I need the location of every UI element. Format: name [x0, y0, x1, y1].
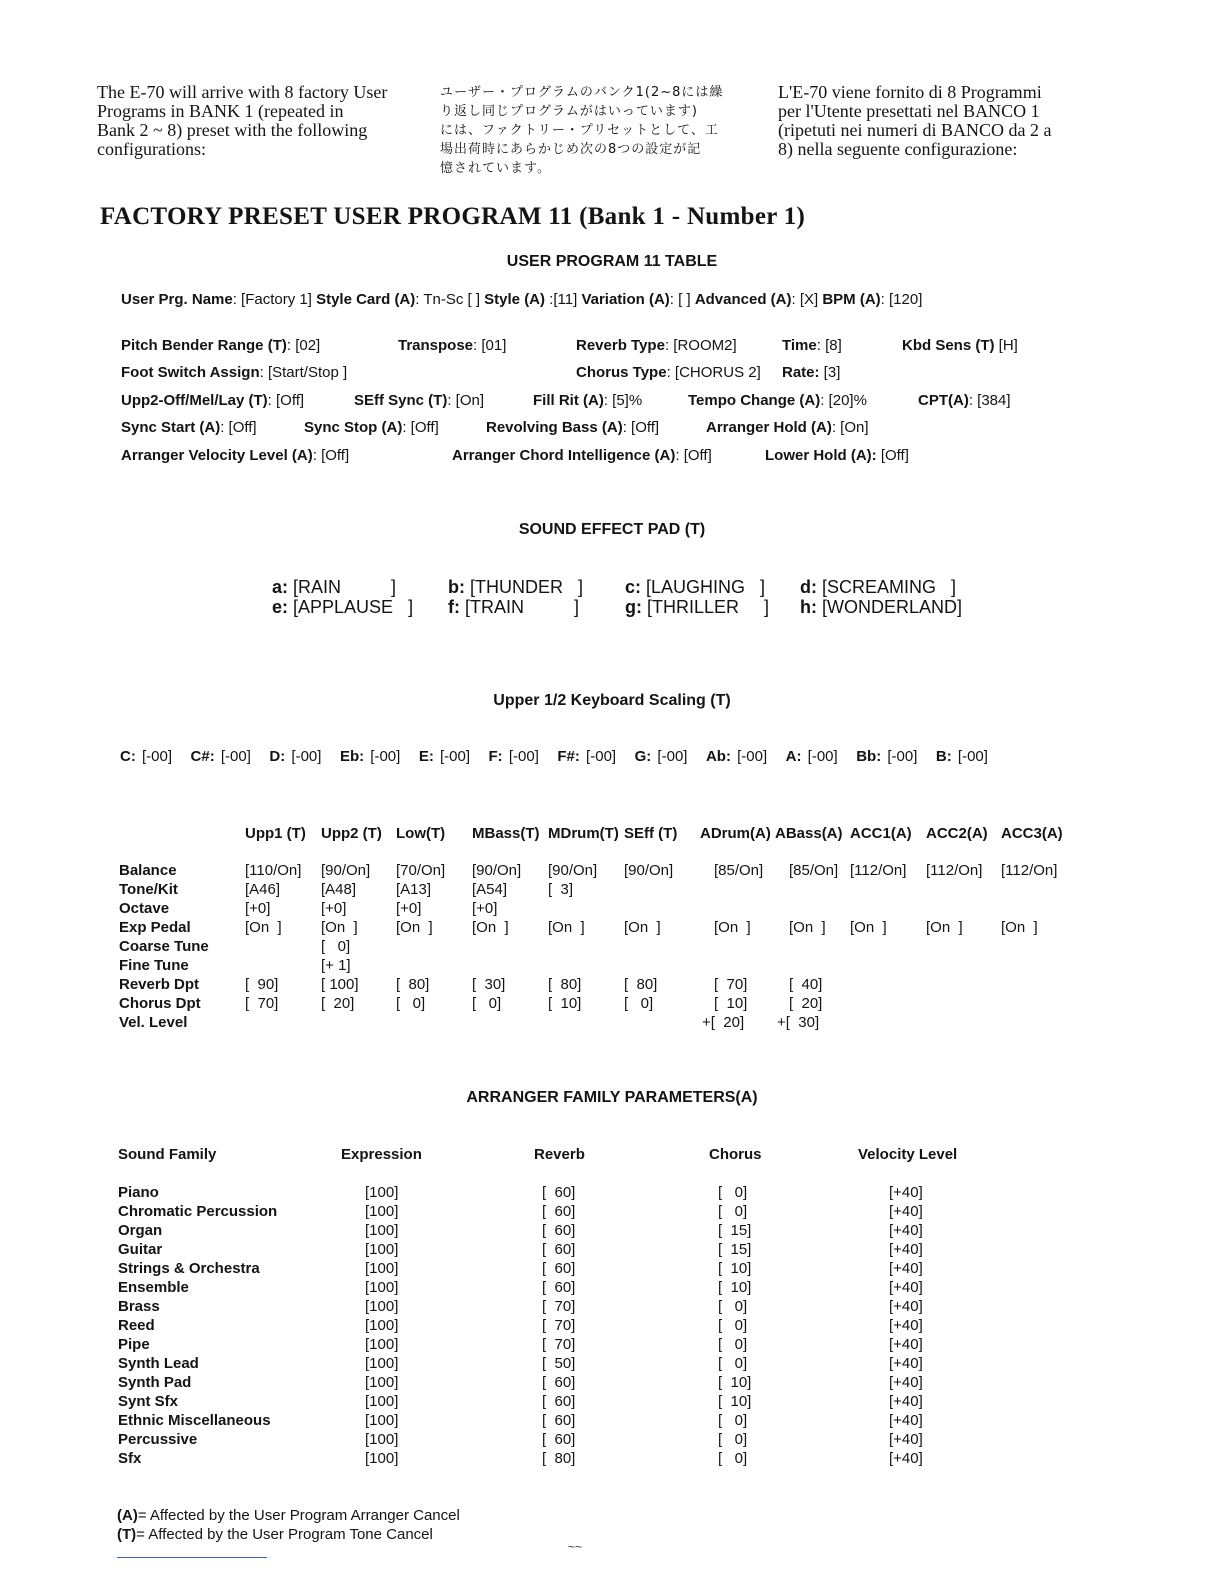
parts-cell: [ 0] — [396, 995, 426, 1012]
param-tempo-change: Tempo Change (A): [20]% — [688, 392, 867, 409]
intro-italian: L'E-70 viene fornito di 8 Programmi per l'Utente presettati nel BANCO 1 (ripetuti nei numeri di BANCO da 2 a 8) nella seguente configurazione: — [778, 82, 1052, 159]
parts-cell: [On ] — [548, 919, 585, 936]
family-expr-value: [100] — [365, 1431, 399, 1448]
param-upp2: Upp2-Off/Mel/Lay (T): [Off] — [121, 392, 305, 409]
parts-column-header: ACC3(A) — [1001, 825, 1063, 842]
family-expr-value: [100] — [365, 1336, 399, 1353]
parts-cell: [90/On] — [624, 862, 674, 879]
family-cho-value: [ 0] — [718, 1298, 748, 1315]
parts-cell: [ 20] — [321, 995, 355, 1012]
parts-cell: [ 100] — [321, 976, 359, 993]
param-foot-switch: Foot Switch Assign: [Start/Stop ] — [121, 364, 348, 381]
family-vel-value: [+40] — [889, 1184, 923, 1201]
family-vel-value: [+40] — [889, 1355, 923, 1372]
parts-column-header: SEff (T) — [624, 825, 678, 842]
param-sync-start: Sync Start (A): [Off] — [121, 419, 257, 436]
parts-cell: [ 0] — [321, 938, 351, 955]
sound-effect-pad-heading: SOUND EFFECT PAD (T) — [518, 521, 706, 538]
parts-row-label: Chorus Dpt — [119, 995, 201, 1012]
parts-row-label: Fine Tune — [119, 957, 189, 974]
param-reverb-type: Reverb Type: [ROOM2] — [576, 337, 737, 354]
parts-row-label: Vel. Level — [119, 1014, 188, 1031]
user-program-line-1: User Prg. Name: [Factory 1] Style Card (A): Tn-Sc [ ] Style (A) :[11] Variation (A): [ ] Advanced (A): [X] BPM (A): [120] — [121, 291, 923, 308]
param-time: Time: [8] — [782, 337, 842, 354]
family-name: Strings & Orchestra — [118, 1260, 260, 1277]
family-rev-value: [ 60] — [542, 1374, 576, 1391]
parts-row-label: Coarse Tune — [119, 938, 209, 955]
parts-cell: [+0] — [321, 900, 347, 917]
family-name: Pipe — [118, 1336, 150, 1353]
pad-c: c: [LAUGHING ] — [625, 577, 766, 597]
keyboard-scaling-line: C: [-00] C#: [-00] D: [-00] Eb: [-00] E: [-00] F: [-00] F#: [-00] G: [-00] Ab: [-00] A: [-00] Bb: [-00] B: [-00] — [120, 748, 988, 765]
param-rate: Rate: [3] — [782, 364, 841, 381]
parts-cell: [+0] — [245, 900, 271, 917]
family-expr-value: [100] — [365, 1355, 399, 1372]
parts-column-header: ADrum(A) — [700, 825, 771, 842]
family-vel-value: [+40] — [889, 1393, 923, 1410]
family-column-header: Velocity Level — [858, 1146, 958, 1163]
pad-f: f: [TRAIN ] — [448, 597, 580, 617]
parts-row-label: Octave — [119, 900, 170, 917]
family-name: Synth Lead — [118, 1355, 199, 1372]
parts-cell: [110/On] — [245, 862, 302, 879]
parts-cell: [85/On] — [714, 862, 764, 879]
parts-cell: [On ] — [789, 919, 826, 936]
family-cho-value: [ 0] — [718, 1431, 748, 1448]
family-rev-value: [ 60] — [542, 1222, 576, 1239]
param-pitch-bender: Pitch Bender Range (T): [02] — [121, 337, 321, 354]
parts-cell: [ 40] — [789, 976, 823, 993]
parts-row-label: Tone/Kit — [119, 881, 178, 898]
pad-h: h: [WONDERLAND] — [800, 597, 963, 617]
pad-d: d: [SCREAMING ] — [800, 577, 957, 597]
parts-cell: [+0] — [472, 900, 498, 917]
family-cho-value: [ 0] — [718, 1450, 748, 1467]
family-rev-value: [ 50] — [542, 1355, 576, 1372]
footnote-arranger: (A)= Affected by the User Program Arranger Cancel — [117, 1507, 460, 1524]
family-vel-value: [+40] — [889, 1241, 923, 1258]
family-cho-value: [ 10] — [718, 1374, 752, 1391]
family-cho-value: [ 0] — [718, 1203, 748, 1220]
family-expr-value: [100] — [365, 1203, 399, 1220]
parts-cell: [70/On] — [396, 862, 446, 879]
user-program-table-heading: USER PROGRAM 11 TABLE — [506, 253, 718, 270]
pad-b: b: [THUNDER ] — [448, 577, 584, 597]
family-vel-value: [+40] — [889, 1412, 923, 1429]
param-lower-hold: Lower Hold (A): [Off] — [765, 447, 909, 464]
family-rev-value: [ 60] — [542, 1203, 576, 1220]
family-rev-value: [ 70] — [542, 1317, 576, 1334]
parts-cell: [+0] — [396, 900, 422, 917]
family-cho-value: [ 0] — [718, 1184, 748, 1201]
family-cho-value: [ 15] — [718, 1241, 752, 1258]
parts-cell: [90/On] — [472, 862, 522, 879]
parts-cell: [ 80] — [624, 976, 658, 993]
family-expr-value: [100] — [365, 1317, 399, 1334]
family-cho-value: [ 0] — [718, 1336, 748, 1353]
param-sync-stop: Sync Stop (A): [Off] — [304, 419, 439, 436]
family-column-header: Chorus — [709, 1146, 762, 1163]
page-title: FACTORY PRESET USER PROGRAM 11 (Bank 1 - Number 1) — [100, 203, 806, 230]
family-name: Synth Pad — [118, 1374, 192, 1391]
family-vel-value: [+40] — [889, 1450, 923, 1467]
family-name: Ensemble — [118, 1279, 189, 1296]
parts-cell: [ 80] — [396, 976, 430, 993]
parts-cell: [112/On] — [850, 862, 907, 879]
parts-row-label: Balance — [119, 862, 177, 879]
parts-cell: [90/On] — [548, 862, 598, 879]
parts-cell: [On ] — [245, 919, 282, 936]
parts-cell: [On ] — [321, 919, 358, 936]
parts-cell: [ 30] — [472, 976, 506, 993]
param-arranger-velocity: Arranger Velocity Level (A): [Off] — [121, 447, 350, 464]
family-name: Sfx — [118, 1450, 142, 1467]
param-arranger-hold: Arranger Hold (A): [On] — [706, 419, 869, 436]
parts-row-label: Exp Pedal — [119, 919, 191, 936]
parts-column-header: MBass(T) — [472, 825, 540, 842]
family-name: Chromatic Percussion — [118, 1203, 278, 1220]
family-vel-value: [+40] — [889, 1336, 923, 1353]
family-rev-value: [ 60] — [542, 1241, 576, 1258]
parts-cell: [A13] — [396, 881, 432, 898]
parts-row-label: Reverb Dpt — [119, 976, 200, 993]
family-expr-value: [100] — [365, 1184, 399, 1201]
family-cho-value: [ 15] — [718, 1222, 752, 1239]
parts-cell: [ 80] — [548, 976, 582, 993]
param-cpt: CPT(A): [384] — [918, 392, 1011, 409]
family-name: Percussive — [118, 1431, 198, 1448]
footer-rule — [117, 1557, 267, 1558]
parts-cell: +[ 20] — [702, 1014, 745, 1031]
parts-cell: [ 10] — [714, 995, 748, 1012]
family-vel-value: [+40] — [889, 1374, 923, 1391]
family-column-header: Sound Family — [118, 1146, 217, 1163]
keyboard-scaling-heading: Upper 1/2 Keyboard Scaling (T) — [493, 692, 731, 709]
parts-cell: [A48] — [321, 881, 357, 898]
intro-japanese: ユーザー・プログラムのバンク1(2~8には繰 り返し同じプログラムがはいっています) には、ファクトリー・プリセットとして、工 場出荷時にあらかじめ次の8つの設定が記 憶されています。 — [440, 85, 724, 176]
family-cho-value: [ 10] — [718, 1260, 752, 1277]
family-rev-value: [ 60] — [542, 1279, 576, 1296]
intro-english: The E-70 will arrive with 8 factory User Programs in BANK 1 (repeated in Bank 2 ~ 8) preset with the following configurations: — [97, 82, 388, 159]
family-vel-value: [+40] — [889, 1222, 923, 1239]
parts-cell: [On ] — [850, 919, 887, 936]
family-expr-value: [100] — [365, 1412, 399, 1429]
parts-cell: [On ] — [396, 919, 433, 936]
arranger-family-heading: ARRANGER FAMILY PARAMETERS(A) — [466, 1089, 758, 1106]
param-kbd-sens: Kbd Sens (T) [H] — [902, 337, 1018, 354]
family-column-header: Expression — [341, 1146, 422, 1163]
parts-cell: [ 3] — [548, 881, 574, 898]
family-vel-value: [+40] — [889, 1260, 923, 1277]
parts-cell: [ 0] — [624, 995, 654, 1012]
family-expr-value: [100] — [365, 1298, 399, 1315]
parts-cell: [ 90] — [245, 976, 279, 993]
family-rev-value: [ 80] — [542, 1450, 576, 1467]
parts-cell: [On ] — [624, 919, 661, 936]
parts-cell: [85/On] — [789, 862, 839, 879]
family-vel-value: [+40] — [889, 1279, 923, 1296]
parts-cell: [On ] — [472, 919, 509, 936]
family-vel-value: [+40] — [889, 1317, 923, 1334]
family-expr-value: [100] — [365, 1279, 399, 1296]
family-vel-value: [+40] — [889, 1203, 923, 1220]
footnote-tone: (T)= Affected by the User Program Tone Cancel — [117, 1526, 433, 1543]
parts-column-header: Upp1 (T) — [245, 825, 306, 842]
family-expr-value: [100] — [365, 1374, 399, 1391]
parts-cell: [ 10] — [548, 995, 582, 1012]
parts-cell: [ 70] — [245, 995, 279, 1012]
parts-cell: [ 20] — [789, 995, 823, 1012]
param-transpose: Transpose: [01] — [398, 337, 507, 354]
family-vel-value: [+40] — [889, 1431, 923, 1448]
family-name: Synt Sfx — [118, 1393, 179, 1410]
family-rev-value: [ 60] — [542, 1260, 576, 1277]
family-name: Brass — [118, 1298, 160, 1315]
param-revolving-bass: Revolving Bass (A): [Off] — [486, 419, 660, 436]
parts-cell: [ 70] — [714, 976, 748, 993]
parts-cell: [On ] — [926, 919, 963, 936]
pad-a: a: [RAIN ] — [272, 577, 397, 597]
parts-cell: [90/On] — [321, 862, 371, 879]
param-seff-sync: SEff Sync (T): [On] — [354, 392, 485, 409]
family-cho-value: [ 0] — [718, 1355, 748, 1372]
family-rev-value: [ 60] — [542, 1431, 576, 1448]
family-expr-value: [100] — [365, 1222, 399, 1239]
parts-cell: [112/On] — [926, 862, 983, 879]
family-cho-value: [ 0] — [718, 1317, 748, 1334]
param-chorus-type: Chorus Type: [CHORUS 2] — [576, 364, 761, 381]
parts-column-header: ABass(A) — [775, 825, 843, 842]
family-cho-value: [ 0] — [718, 1412, 748, 1429]
family-rev-value: [ 70] — [542, 1298, 576, 1315]
page-number: ~~ — [568, 1540, 583, 1554]
parts-cell: [A54] — [472, 881, 508, 898]
family-expr-value: [100] — [365, 1393, 399, 1410]
parts-cell: [112/On] — [1001, 862, 1058, 879]
family-name: Organ — [118, 1222, 163, 1239]
family-vel-value: [+40] — [889, 1298, 923, 1315]
family-rev-value: [ 60] — [542, 1412, 576, 1429]
family-expr-value: [100] — [365, 1260, 399, 1277]
family-name: Ethnic Miscellaneous — [118, 1412, 271, 1429]
pad-g: g: [THRILLER ] — [625, 597, 770, 617]
family-name: Reed — [118, 1317, 155, 1334]
pad-e: e: [APPLAUSE ] — [272, 597, 414, 617]
parts-cell: [+ 1] — [321, 957, 351, 974]
parts-cell: [On ] — [1001, 919, 1038, 936]
parts-column-header: MDrum(T) — [548, 825, 619, 842]
family-column-header: Reverb — [534, 1146, 585, 1163]
family-cho-value: [ 10] — [718, 1393, 752, 1410]
parts-cell: [A46] — [245, 881, 281, 898]
parts-cell: [ 0] — [472, 995, 502, 1012]
parts-column-header: ACC1(A) — [850, 825, 912, 842]
family-rev-value: [ 70] — [542, 1336, 576, 1353]
family-cho-value: [ 10] — [718, 1279, 752, 1296]
family-expr-value: [100] — [365, 1241, 399, 1258]
parts-cell: [On ] — [714, 919, 751, 936]
parts-column-header: Low(T) — [396, 825, 446, 842]
parts-column-header: ACC2(A) — [926, 825, 988, 842]
family-rev-value: [ 60] — [542, 1184, 576, 1201]
family-name: Piano — [118, 1184, 159, 1201]
family-name: Guitar — [118, 1241, 163, 1258]
parts-column-header: Upp2 (T) — [321, 825, 382, 842]
family-expr-value: [100] — [365, 1450, 399, 1467]
param-chord-intelligence: Arranger Chord Intelligence (A): [Off] — [452, 447, 712, 464]
family-rev-value: [ 60] — [542, 1393, 576, 1410]
parts-cell: +[ 30] — [777, 1014, 820, 1031]
param-fill-rit: Fill Rit (A): [5]% — [533, 392, 643, 409]
